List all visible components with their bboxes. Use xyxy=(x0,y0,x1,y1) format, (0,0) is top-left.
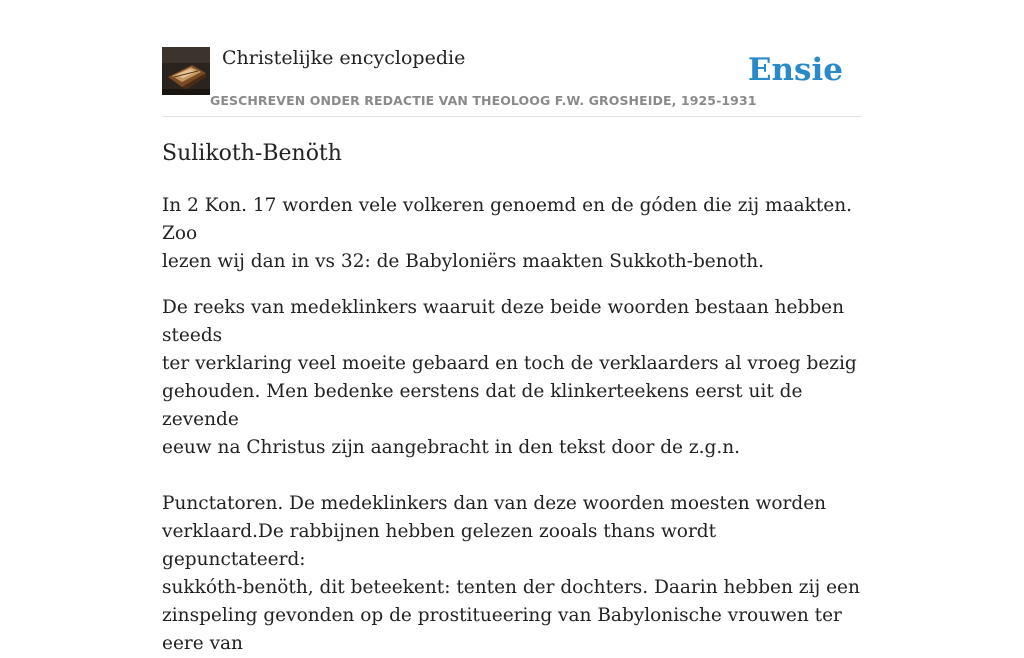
avatar[interactable] xyxy=(162,47,210,95)
site-header xyxy=(162,46,862,117)
article-paragraph: Punctatoren. De medeklinkers dan van deze woorden moesten worden verklaard.De rabbijnen hebben gelezen zooals thans wordt gepunctateerd: sukkóth-benöth, dit beteekent: tenten der dochters. Daarin hebben zij een zinspeling gevonden op de prostitueering van Babylonische vrouwen ter eere van xyxy=(162,493,860,654)
site-title[interactable]: Christelijke encyclopedie xyxy=(222,47,466,69)
article-paragraph: De reeks van medeklinkers waaruit deze beide woorden bestaan hebben steeds ter verklaring veel moeite gebaard en toch de verklaarders al vroeg bezig gehouden. Men bedenke eerstens dat de klinkerteekens eerst uit de zevende eeuw na Christus zijn aangebracht in den tekst door de z.g.n. xyxy=(162,297,857,458)
site-subtitle: GESCHREVEN ONDER REDACTIE VAN THEOLOOG F.W. GROSHEIDE, 1925-1931 xyxy=(210,93,757,108)
article-paragraph: In 2 Kon. 17 worden vele volkeren genoemd en de góden die zij maakten. Zoo lezen wij dan in vs 32: de Babyloniërs maakten Sukkoth-benoth. xyxy=(162,195,853,272)
book-photo-icon xyxy=(162,47,210,95)
article xyxy=(162,138,862,658)
article-title: Sulikoth-Benöth xyxy=(162,141,342,166)
brand-logo[interactable]: Ensie xyxy=(747,52,843,88)
